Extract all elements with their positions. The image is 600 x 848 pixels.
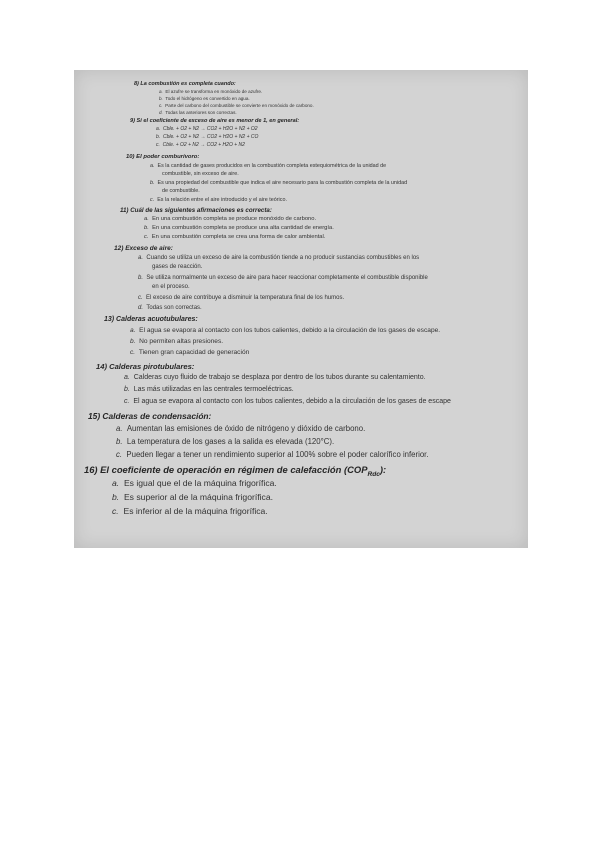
option-8a: a. El azufre se transforma en monóxido de azufre. <box>159 89 263 94</box>
option-9c: c. Cble. + O2 + N2 → CO2 + H2O + N2 <box>156 142 245 148</box>
option-14a: a. Calderas cuyo fluido de trabajo se desplaza por dentro de los tubos durante su calentamiento. <box>124 374 426 381</box>
option-15a: a. Aumentan las emisiones de óxido de nitrógeno y dióxido de carbono. <box>116 424 366 433</box>
option-11a: a. En una combustión completa se produce monóxido de carbono. <box>144 216 317 222</box>
option-9a: a. Cble. + O2 + N2 → CO2 + H2O + N2 + O2 <box>156 126 258 132</box>
option-16c: c. Es inferior al de la máquina frigorífica. <box>112 506 268 516</box>
option-9b: b. Cble. + O2 + N2 → CO2 + H2O + N2 + CO <box>156 134 259 140</box>
option-8d: d. Todas las anteriores son correctas. <box>159 110 237 115</box>
question-14: 14) Calderas pirotubulares: <box>96 362 195 371</box>
option-11b: b. En una combustión completa se produce una alta cantidad de energía. <box>144 225 334 231</box>
question-9: 9) Si el coeficiente de exceso de aire es menor de 1, en general: <box>130 118 300 124</box>
option-14c: c. El agua se evapora al contacto con los tubos calientes, debido a la circulación de los gases de escape <box>124 398 451 405</box>
option-12b-cont: en el proceso. <box>152 284 190 290</box>
option-10a: a. Es la cantidad de gases producidos en la combustión completa estequiométrica de la unidad de <box>150 163 387 169</box>
option-8c: c. Parte del carbono del combustible se convierte en monóxido de carbono. <box>159 103 314 108</box>
option-13c: c. Tienen gran capacidad de generación <box>130 349 250 356</box>
option-12b: b. Se utiliza normalmente un exceso de aire para hacer reaccionar completamente el combustible disponible <box>138 275 428 281</box>
question-16: 16) El coeficiente de operación en régimen de calefacción $(COP_{Rdc})$: <box>84 464 387 478</box>
option-13a: a. El agua se evapora al contacto con los tubos calientes, debido a la circulación de los gases de escape. <box>130 327 441 334</box>
option-12c: c. El exceso de aire contribuye a disminuir la temperatura final de los humos. <box>138 295 345 301</box>
question-8: 8) La combustión es completa cuando: <box>134 81 236 87</box>
option-16a: a. Es igual que el de la máquina frigorífica. <box>112 478 277 488</box>
option-12a-cont: gases de reacción. <box>152 264 203 270</box>
question-13: 13) Calderas acuotubulares: <box>104 316 198 323</box>
question-12: 12) Exceso de aire: <box>114 245 173 252</box>
option-8b: b. Todo el hidrógeno es convertido en agua. <box>159 96 250 101</box>
option-10b: b. Es una propiedad del combustible que indica el aire necesario para la combustión completa de la unidad <box>150 180 408 186</box>
question-11: 11) Cuál de las siguientes afirmaciones es correcta: <box>120 207 272 214</box>
option-11c: c. En una combustión completa se crea una forma de calor ambiental. <box>144 234 326 240</box>
option-14b: b. Las más utilizadas en las centrales termoeléctricas. <box>124 386 294 393</box>
option-13b: b. No permiten altas presiones. <box>130 338 224 345</box>
option-15b: b. La temperatura de los gases a la salida es elevada (120°C). <box>116 437 335 446</box>
option-12a: a. Cuando se utiliza un exceso de aire la combustión tiende a no producir sustancias combustibles en los <box>138 255 420 261</box>
option-15c: c. Pueden llegar a tener un rendimiento superior al 100% sobre el poder calorífico inferior. <box>116 450 429 459</box>
option-10a-cont: combustible, sin exceso de aire. <box>162 171 239 177</box>
question-10: 10) El poder comburívoro: <box>126 154 200 160</box>
option-12d: d. Todas son correctas. <box>138 305 202 311</box>
question-15: 15) Calderas de condensación: <box>88 411 212 421</box>
option-16b: b. Es superior al de la máquina frigorífica. <box>112 492 273 502</box>
option-10c: c. Es la relación entre el aire introducido y el aire teórico. <box>150 197 287 203</box>
option-10b-cont: de combustible. <box>162 188 200 194</box>
exam-sheet <box>74 70 528 548</box>
